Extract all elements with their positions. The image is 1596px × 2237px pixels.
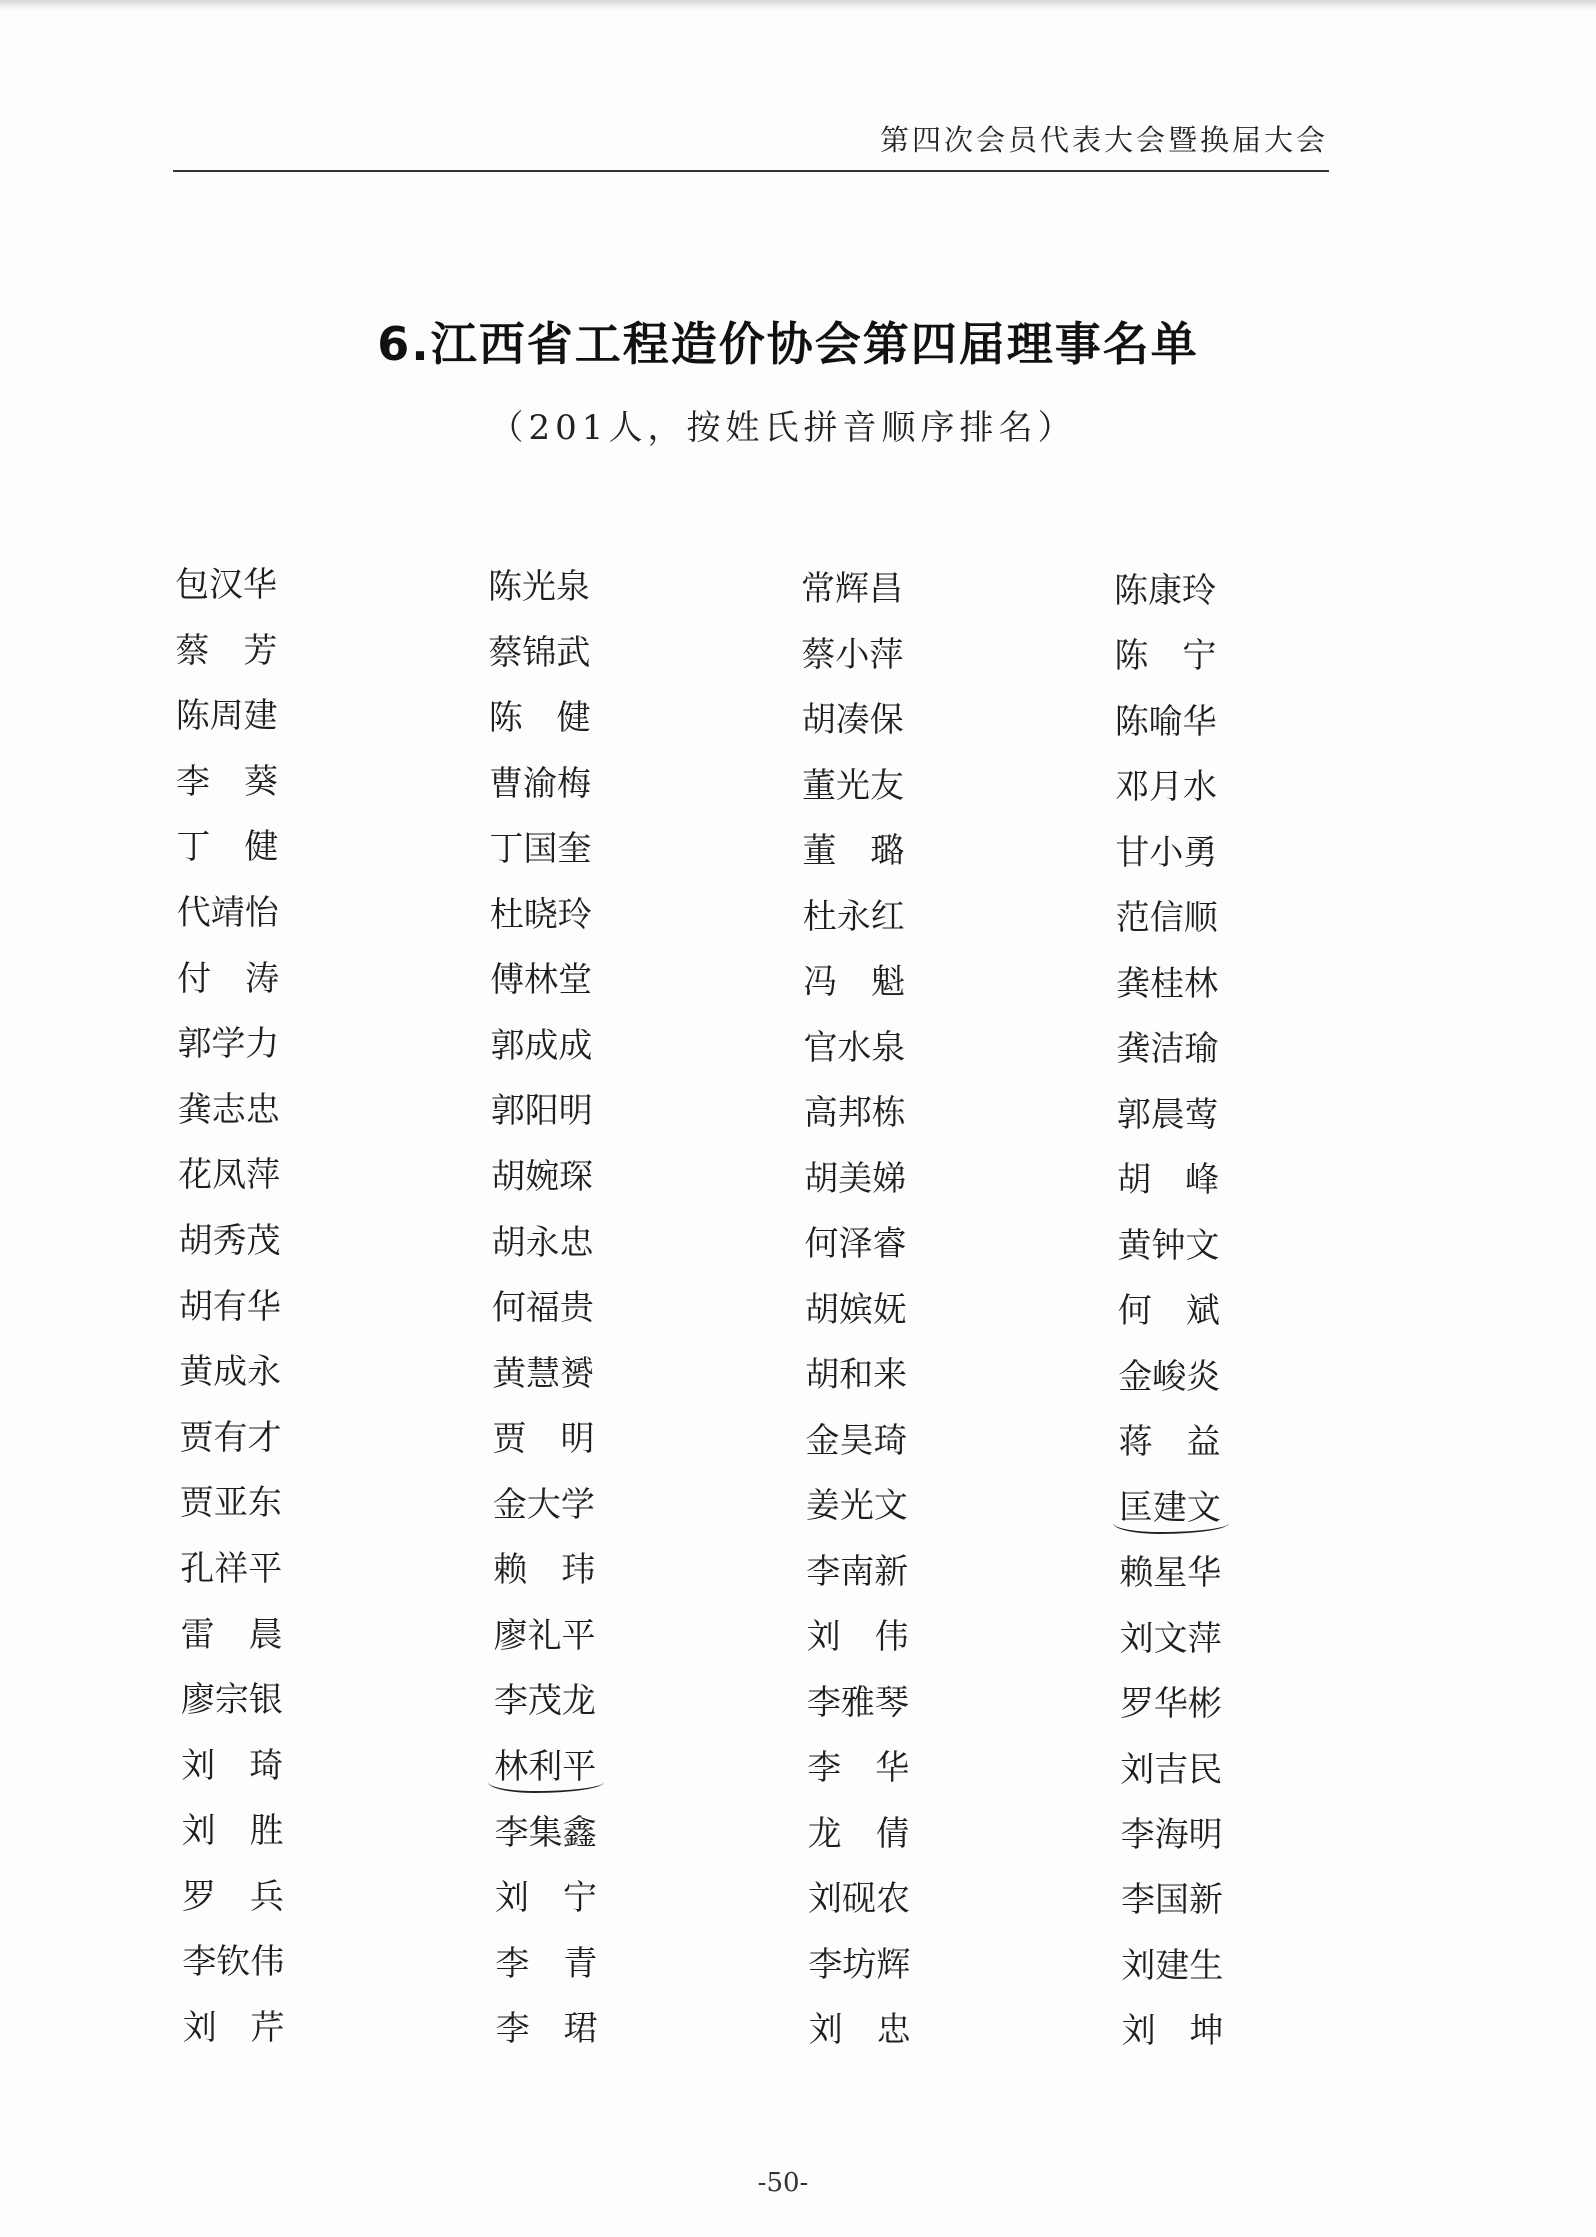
member-name: 龙 倩: [807, 1813, 910, 1854]
member-name: 姜光文: [805, 1486, 908, 1527]
member-name: 傅林堂: [490, 960, 593, 1001]
member-name: 李集鑫: [494, 1812, 597, 1853]
name-cell: [799, 1605, 1111, 1671]
member-name: 刘 忠: [808, 2010, 911, 2051]
name-cell: [175, 1145, 487, 1211]
member-name: 何 斌: [1117, 1291, 1220, 1332]
name-cell: [799, 1277, 1111, 1343]
name-cell: [487, 752, 799, 818]
name-cell: [487, 883, 799, 949]
name-cell: [1111, 1736, 1265, 1802]
name-cell: [175, 1670, 487, 1736]
member-name: 陈康玲: [1114, 571, 1216, 611]
member-name: 金峻炎: [1118, 1356, 1221, 1397]
member-name: 官水泉: [803, 1027, 906, 1068]
name-cell: [487, 1014, 799, 1080]
member-name: 胡婉琛: [491, 1156, 594, 1197]
member-name: 杜晓玲: [489, 894, 592, 935]
name-cell: [1111, 1014, 1265, 1080]
member-name: 贾亚东: [179, 1483, 282, 1524]
member-name: 黄成永: [179, 1352, 282, 1393]
member-name: 廖宗银: [180, 1680, 283, 1721]
member-name: 孔祥平: [180, 1548, 283, 1589]
member-name: 李钦伟: [182, 1942, 285, 1983]
name-cell: [175, 621, 487, 687]
name-cell: [175, 686, 487, 752]
name-cell: [799, 949, 1111, 1015]
name-cell: [487, 686, 799, 752]
member-name: 龚桂林: [1116, 963, 1219, 1004]
member-name: 何泽睿: [804, 1224, 907, 1265]
name-cell: [1111, 1408, 1265, 1474]
name-cell: [799, 1932, 1111, 1998]
name-cell: [175, 1277, 487, 1343]
member-name: 胡有华: [178, 1286, 281, 1327]
member-name: 郭学力: [177, 1024, 280, 1065]
member-name: 董光友: [802, 765, 905, 806]
member-name: 刘文萍: [1119, 1618, 1222, 1659]
member-name: 陈 宁: [1114, 636, 1217, 677]
member-name: 赖星华: [1119, 1553, 1222, 1594]
name-cell: [799, 555, 1111, 621]
member-name: 常辉昌: [801, 569, 903, 609]
name-cell: [799, 1408, 1111, 1474]
member-name: 胡永忠: [491, 1222, 594, 1263]
name-cell: [799, 1867, 1111, 1933]
name-cell: [799, 686, 1111, 752]
name-cell: [487, 1801, 799, 1867]
member-name: 金昊琦: [805, 1420, 908, 1461]
member-name: 金大学: [492, 1484, 595, 1525]
name-cell: [175, 1801, 487, 1867]
name-cell: [1111, 752, 1265, 818]
member-name: 陈 健: [488, 698, 591, 739]
member-name: 包汉华: [175, 565, 277, 605]
member-name: 刘 琦: [181, 1745, 284, 1786]
name-cell: [1111, 686, 1265, 752]
name-cell: [799, 621, 1111, 687]
name-cell: [799, 1014, 1111, 1080]
member-name: 邓月水: [1115, 767, 1218, 808]
name-cell: [487, 1539, 799, 1605]
member-name: 陈喻华: [1114, 701, 1217, 742]
name-cell: [487, 1080, 799, 1146]
name-cell: [799, 1211, 1111, 1277]
member-name: 罗 兵: [182, 1876, 284, 1917]
member-name: 冯 魁: [803, 962, 906, 1003]
member-name: 李南新: [806, 1551, 909, 1592]
member-name: 李 珺: [495, 2009, 598, 2050]
name-cell: [799, 817, 1111, 883]
name-cell: [487, 621, 799, 687]
name-cell: [1111, 1670, 1265, 1736]
member-name: 刘 坤: [1121, 2011, 1224, 2052]
name-cell: [1111, 1801, 1265, 1867]
name-cell: [1111, 1473, 1265, 1539]
name-cell: [175, 1014, 487, 1080]
name-list: [175, 555, 1265, 2064]
member-name: 刘建生: [1121, 1945, 1224, 1986]
name-cell: [799, 883, 1111, 949]
underlined-name: 匡建文: [1119, 1478, 1221, 1538]
member-name: 刘 宁: [495, 1878, 597, 1919]
name-cell: [175, 1342, 487, 1408]
name-cell: [175, 817, 487, 883]
name-cell: [487, 1342, 799, 1408]
member-name: 李茂龙: [493, 1681, 596, 1722]
member-name: 刘砚农: [808, 1879, 910, 1920]
name-cell: [799, 752, 1111, 818]
name-cell: [1111, 1211, 1265, 1277]
member-name: 胡和来: [805, 1355, 908, 1396]
member-name: 刘 伟: [806, 1617, 909, 1658]
name-cell: [1111, 1277, 1265, 1343]
name-cell: [487, 1408, 799, 1474]
page-number: -50-: [757, 2168, 809, 2198]
page-subtitle: （201人，按姓氏拼音顺序排名）: [489, 408, 1077, 448]
member-name: 龚志忠: [177, 1089, 280, 1130]
name-cell: [799, 1670, 1111, 1736]
name-cell: [1111, 1342, 1265, 1408]
name-cell: [487, 1277, 799, 1343]
member-name: 花凤萍: [178, 1155, 281, 1196]
name-cell: [799, 1539, 1111, 1605]
member-name: 范信顺: [1115, 898, 1218, 939]
member-name: 郭阳明: [490, 1091, 593, 1132]
member-name: 胡嫔妩: [804, 1289, 907, 1330]
name-cell: [487, 1932, 799, 1998]
name-cell: [799, 1998, 1111, 2064]
member-name: 陈周建: [175, 696, 278, 737]
header-rule: [173, 170, 1329, 172]
name-cell: [487, 817, 799, 883]
name-cell: [1111, 1605, 1265, 1671]
name-cell: [1111, 621, 1265, 687]
member-name: 贾有才: [179, 1417, 282, 1458]
member-name: 胡秀茂: [178, 1220, 281, 1261]
name-cell: [1111, 1932, 1265, 1998]
name-cell: [799, 1342, 1111, 1408]
name-cell: [175, 949, 487, 1015]
member-name: 郭成成: [490, 1025, 593, 1066]
member-name: 代靖怡: [176, 892, 279, 933]
name-cell: [1111, 1080, 1265, 1146]
name-cell: [1111, 1539, 1265, 1605]
name-cell: [175, 1998, 487, 2064]
member-name: 刘吉民: [1120, 1749, 1223, 1790]
member-name: 郭晨莺: [1116, 1094, 1219, 1135]
member-name: 李国新: [1121, 1880, 1223, 1921]
name-cell: [487, 1736, 799, 1802]
member-name: 龚洁瑜: [1116, 1029, 1219, 1070]
name-cell: [175, 1539, 487, 1605]
member-name: 雷 晨: [180, 1614, 283, 1655]
name-cell: [799, 1080, 1111, 1146]
name-cell: [487, 1605, 799, 1671]
name-cell: [487, 1867, 799, 1933]
scan-edge-shading: [0, 0, 1596, 10]
name-cell: [1111, 883, 1265, 949]
member-name: 李坊辉: [808, 1944, 911, 1985]
member-name: 董 璐: [802, 831, 905, 872]
member-name: 李雅琴: [806, 1682, 909, 1723]
name-cell: [487, 1670, 799, 1736]
name-cell: [175, 1473, 487, 1539]
name-cell: [1111, 949, 1265, 1015]
member-name: 李 华: [807, 1748, 910, 1789]
name-cell: [487, 1998, 799, 2064]
member-name: 罗华彬: [1119, 1684, 1222, 1725]
name-cell: [175, 1932, 487, 1998]
member-name: 曹渝梅: [489, 763, 592, 804]
page-title: 6.江西省工程造价协会第四届理事名单: [377, 317, 1199, 371]
member-name: 甘小勇: [1115, 832, 1218, 873]
member-name: 胡凑保: [801, 700, 904, 741]
name-cell: [799, 1736, 1111, 1802]
name-cell: [1111, 817, 1265, 883]
member-name: 贾 明: [492, 1419, 595, 1460]
underlined-name: 林利平: [494, 1737, 596, 1797]
member-name: 李 葵: [176, 761, 279, 802]
member-name: 何福贵: [491, 1288, 594, 1329]
member-name: 廖礼平: [493, 1615, 596, 1656]
member-name: 高邦栋: [803, 1093, 906, 1134]
member-name: 胡美娣: [804, 1158, 907, 1199]
name-cell: [487, 1473, 799, 1539]
name-cell: [175, 883, 487, 949]
member-name: 杜永红: [802, 896, 905, 937]
member-name: 刘 胜: [181, 1811, 284, 1852]
name-cell: [1111, 1867, 1265, 1933]
name-cell: [175, 752, 487, 818]
name-cell: [487, 1145, 799, 1211]
name-cell: [175, 1867, 487, 1933]
name-cell: [1111, 1145, 1265, 1211]
member-name: 李 青: [495, 1943, 598, 1984]
name-cell: [175, 1211, 487, 1277]
member-name: 蔡锦武: [488, 632, 591, 673]
member-name: 蔡小萍: [801, 634, 904, 675]
name-cell: [487, 555, 799, 621]
member-name: 付 涛: [177, 958, 280, 999]
member-name: 李海明: [1120, 1815, 1223, 1855]
member-name: 胡 峰: [1117, 1160, 1220, 1201]
member-name: 蒋 益: [1118, 1422, 1221, 1463]
member-name: 丁国奎: [489, 829, 592, 870]
name-cell: [175, 1080, 487, 1146]
member-name: 黄慧赟: [492, 1353, 595, 1394]
name-cell: [175, 1736, 487, 1802]
name-cell: [1111, 555, 1265, 621]
name-cell: [175, 555, 487, 621]
name-cell: [487, 949, 799, 1015]
name-cell: [175, 1408, 487, 1474]
member-name: 陈光泉: [488, 567, 590, 607]
member-name: 蔡 芳: [175, 630, 278, 671]
member-name: 黄钟文: [1117, 1225, 1220, 1266]
member-name: 刘 芹: [182, 2008, 285, 2049]
name-cell: [799, 1801, 1111, 1867]
name-cell: [1111, 1998, 1265, 2064]
member-name: 丁 健: [176, 827, 279, 868]
member-name: 赖 玮: [493, 1550, 596, 1591]
name-cell: [175, 1605, 487, 1671]
name-cell: [799, 1145, 1111, 1211]
name-cell: [487, 1211, 799, 1277]
running-header: 第四次会员代表大会暨换届大会: [879, 123, 1328, 157]
name-cell: [799, 1473, 1111, 1539]
